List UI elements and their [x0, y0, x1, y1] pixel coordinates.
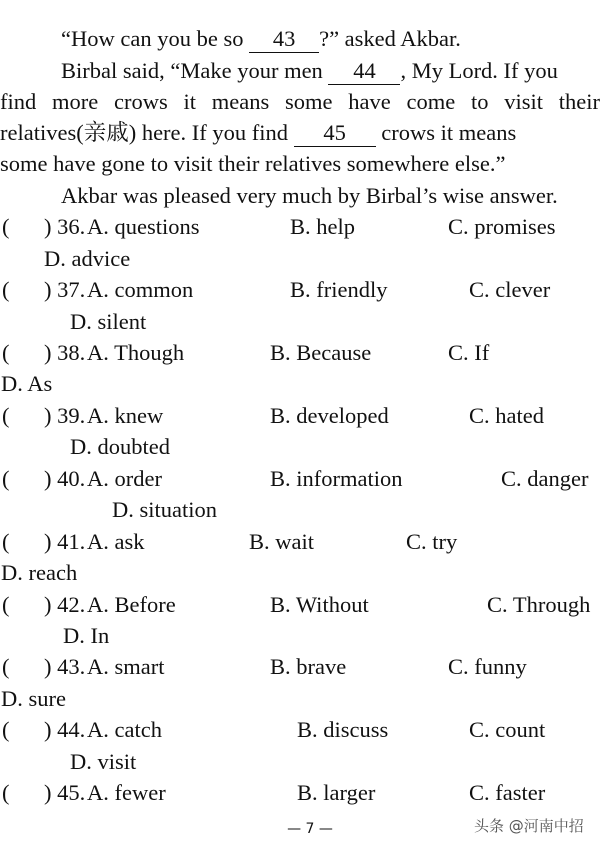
question-40-option-d: D. situation: [112, 497, 217, 522]
passage-line-1-pre: “How can you be so: [61, 26, 250, 51]
question-43-option-a: A. smart: [87, 654, 165, 679]
question-39-option-c: C. hated: [469, 403, 544, 428]
question-39-option-a: A. knew: [87, 403, 164, 428]
question-38-option-c: C. If: [448, 340, 490, 365]
question-40-option-c: C. danger: [501, 466, 589, 491]
passage-line-6: Akbar was pleased very much by Birbal’s wise answer.: [61, 183, 558, 208]
question-37-row: [0, 274, 600, 305]
question-38-row-2: [0, 368, 600, 399]
page-number: — 7 —: [287, 821, 333, 837]
question-44-row-2: [0, 746, 600, 777]
question-41-option-b: B. wait: [249, 529, 314, 554]
answer-bracket-open: (: [2, 592, 10, 617]
question-44-row: [0, 714, 600, 745]
question-45-number: ) 45.: [44, 780, 86, 805]
question-41-number: ) 41.: [44, 529, 86, 554]
question-38-option-d: D. As: [1, 371, 53, 396]
question-43-option-b: B. brave: [270, 654, 347, 679]
question-43-option-c: C. funny: [448, 654, 527, 679]
question-43-number: ) 43.: [44, 654, 86, 679]
question-39-option-d: D. doubted: [70, 434, 170, 459]
question-40-option-b: B. information: [270, 466, 403, 491]
question-42-option-b: B. Without: [270, 592, 369, 617]
question-42-row-2: [0, 620, 600, 651]
question-36-option-a: A. questions: [87, 214, 200, 239]
passage-line-1-post: ?” asked Akbar.: [319, 26, 461, 51]
passage-line-2-pre: Birbal said, “Make your men: [61, 58, 329, 83]
answer-bracket-open: (: [2, 466, 10, 491]
question-45-option-b: B. larger: [297, 780, 376, 805]
question-37-option-a: A. common: [87, 277, 194, 302]
question-38-row: [0, 337, 600, 368]
question-43-option-d: D. sure: [1, 686, 66, 711]
question-44-option-a: A. catch: [87, 717, 162, 742]
watermark-logo: 头条 @河南中招: [474, 817, 584, 835]
question-39-option-b: B. developed: [270, 403, 389, 428]
passage-line-4-post: crows it means: [375, 120, 517, 145]
answer-bracket-open: (: [2, 717, 10, 742]
question-42-option-c: C. Through: [487, 592, 591, 617]
question-36-option-b: B. help: [290, 214, 355, 239]
question-38-option-b: B. Because: [270, 340, 372, 365]
question-45-row: [0, 777, 600, 808]
question-38-number: ) 38.: [44, 340, 86, 365]
question-42-option-a: A. Before: [87, 592, 176, 617]
answer-bracket-open: (: [2, 529, 10, 554]
question-40-option-a: A. order: [87, 466, 162, 491]
blank-43: 43: [249, 27, 319, 53]
passage-line-2: [61, 55, 600, 86]
answer-bracket-open: (: [2, 403, 10, 428]
question-42-row: [0, 589, 600, 620]
blank-45: 45: [294, 121, 376, 147]
question-37-option-d: D. silent: [70, 309, 147, 334]
question-39-row-2: [0, 431, 600, 462]
question-45-option-c: C. faster: [469, 780, 546, 805]
question-36-option-c: C. promises: [448, 214, 556, 239]
passage-line-4: [0, 117, 600, 148]
question-37-number: ) 37.: [44, 277, 86, 302]
question-38-option-a: A. Though: [87, 340, 185, 365]
question-41-row-2: [0, 557, 600, 588]
question-43-row-2: [0, 683, 600, 714]
question-41-option-c: C. try: [406, 529, 458, 554]
question-44-option-b: B. discuss: [297, 717, 389, 742]
blank-44: 44: [328, 59, 400, 85]
question-40-number: ) 40.: [44, 466, 86, 491]
passage-line-3: find more crows it means some have come to visit their: [0, 89, 600, 114]
answer-bracket-open: (: [2, 654, 10, 679]
question-36-row: [0, 211, 600, 242]
passage-line-2-post: , My Lord. If you: [400, 58, 558, 83]
question-44-option-c: C. count: [469, 717, 546, 742]
question-41-option-a: A. ask: [87, 529, 145, 554]
question-44-number: ) 44.: [44, 717, 86, 742]
question-43-row: [0, 651, 600, 682]
question-37-row-2: [0, 306, 600, 337]
answer-bracket-open: (: [2, 780, 10, 805]
question-45-option-a: A. fewer: [87, 780, 166, 805]
question-36-row-2: [0, 243, 600, 274]
question-42-number: ) 42.: [44, 592, 86, 617]
question-37-option-b: B. friendly: [290, 277, 388, 302]
question-40-row-2: [0, 494, 600, 525]
answer-bracket-open: (: [2, 277, 10, 302]
passage-line-5: some have gone to visit their relatives somewhere else.”: [0, 151, 506, 176]
question-41-option-d: D. reach: [1, 560, 78, 585]
answer-bracket-open: (: [2, 340, 10, 365]
passage-line-1: [61, 23, 600, 54]
question-44-option-d: D. visit: [70, 749, 137, 774]
question-42-option-d: D. In: [63, 623, 110, 648]
question-37-option-c: C. clever: [469, 277, 551, 302]
question-41-row: [0, 526, 600, 557]
question-36-option-d: D. advice: [44, 246, 131, 271]
answer-bracket-open: (: [2, 214, 10, 239]
passage-line-4-pre: relatives(亲戚) here. If you find: [0, 120, 294, 145]
question-36-number: ) 36.: [44, 214, 86, 239]
question-40-row: [0, 463, 600, 494]
question-39-number: ) 39.: [44, 403, 86, 428]
question-39-row: [0, 400, 600, 431]
